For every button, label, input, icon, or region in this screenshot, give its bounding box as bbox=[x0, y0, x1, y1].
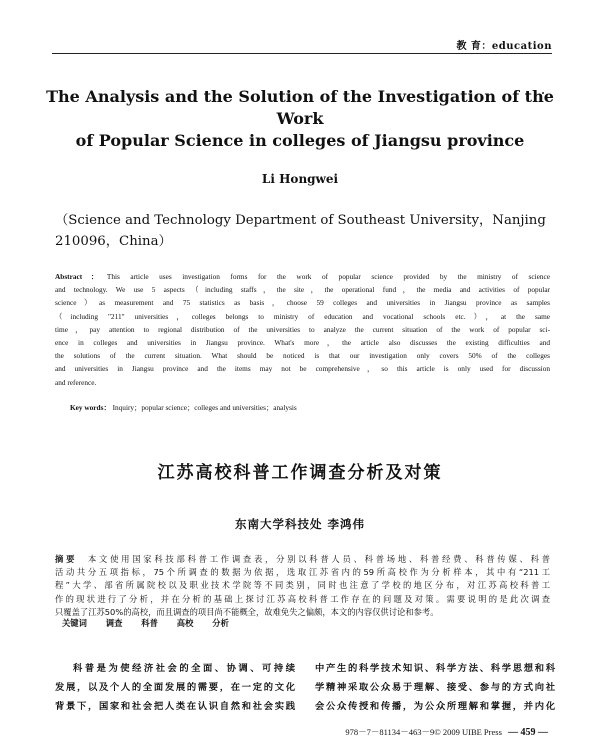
abstract-line: the solutions of the current situation. What should be noticed is that our investigation only covers 50% of the colleges bbox=[55, 351, 550, 361]
abstract-line: ence in colleges and universities in Jiangsu province. What's more，the article also discusses the existing difficulties and bbox=[55, 338, 550, 348]
abstract-cn-label: 摘要 bbox=[55, 554, 78, 564]
body-line: 中产生的科学技术知识、科学方法、科学思想和科 bbox=[315, 663, 555, 674]
body-line: 科普是为使经济社会的全面、协调、可持续 bbox=[73, 663, 295, 674]
keyword-cn: 分析 bbox=[212, 618, 229, 628]
abstract-cn-line: 摘要 本文使用国家科技部科普工作调查表，分别以科普人员、科普场地、科普经费、科普传媒、科普 bbox=[55, 554, 550, 564]
page-footer bbox=[345, 726, 548, 738]
running-head: 教 育：education bbox=[456, 41, 552, 52]
body-line: 学精神采取公众易于理解、接受、参与的方式向社 bbox=[315, 682, 555, 693]
title-english-line-2: of Popular Science in colleges of Jiangsu province bbox=[75, 131, 525, 150]
keywords-text: Inquiry；popular science；colleges and universities；analysis bbox=[112, 403, 297, 412]
abstract-cn-line: 只覆盖了江苏50%的高校，而且调查的项目尚不能概全，故难免失之偏颇，本文的内容仅供讨论和参考。 bbox=[55, 606, 439, 617]
abstract-cn-line: 程”大学、部省所属院校以及职业技术学院等不同类别，同时也注意了学校的地区分布，对江苏高校科普工 bbox=[55, 580, 550, 591]
title-english-line-1: The Analysis and the Solution of the Investigation of the Work bbox=[46, 87, 554, 128]
abstract-cn-line: 活动共分五项指标，75个所调查的数据为依据，选取江苏省内的59所高校作为分析样本，其中有“211工 bbox=[55, 567, 550, 578]
header-rule bbox=[52, 53, 552, 54]
affiliation-line-2: 210096，China） bbox=[55, 234, 172, 249]
body-line: 背景下，国家和社会把人类在认识自然和社会实践 bbox=[55, 701, 295, 712]
title-english bbox=[40, 86, 560, 152]
author-chinese: 东南大学科技处 李鸿伟 bbox=[234, 517, 365, 531]
keyword-cn: 高校 bbox=[176, 618, 194, 628]
author-english: Li Hongwei bbox=[261, 172, 339, 186]
abstract-line: and universities in Jiangsu province and the items may not be comprehensive，so this article is only used for discussion bbox=[55, 364, 550, 374]
keywords-label: Key words： bbox=[70, 403, 111, 412]
affiliation-line-1: （Science and Technology Department of Southeast University，Nanjing bbox=[55, 213, 546, 228]
keywords-chinese bbox=[62, 617, 245, 629]
abstract-cn-line: 作的现状进行了分析，并在分析的基础上探讨江苏高校科普工作存在的问题及对策。需要说明的是此次调查 bbox=[55, 593, 550, 604]
body-column-left bbox=[55, 659, 295, 716]
page-number: — 459 — bbox=[508, 727, 548, 738]
keyword-cn: 调查 bbox=[105, 618, 123, 628]
affiliation-english bbox=[55, 210, 550, 252]
body-column-right bbox=[315, 659, 555, 716]
keyword-cn: 科普 bbox=[141, 618, 158, 628]
abstract-english bbox=[55, 270, 550, 389]
abstract-label: Abstract： bbox=[55, 272, 107, 281]
title-chinese: 江苏高校科普工作调查分析及对策 bbox=[157, 463, 443, 483]
abstract-line: science）as measurement and 75 statistics as basis，choose 59 colleges and universities in Jiangsu province as samples bbox=[55, 298, 550, 308]
abstract-chinese bbox=[55, 553, 550, 619]
abstract-line: and technology. We use 5 aspects（including staffs，the site，the operational fund，the media and activities of popular bbox=[55, 285, 550, 295]
abstract-line: and reference. bbox=[55, 377, 97, 387]
abstract-line: （including "211" universities，colleges belongs to ministry of education and vocational schools etc.），at the same bbox=[55, 311, 550, 321]
keywords-english bbox=[70, 403, 297, 413]
body-line: 会公众传授和传播，为公众所理解和掌握，并内化 bbox=[315, 701, 555, 712]
abstract-line: time，pay attention to regional distribution of the universities to analyze the current situation of the work of popular sci- bbox=[55, 324, 550, 334]
body-line: 发展，以及个人的全面发展的需要，在一定的文化 bbox=[55, 682, 295, 693]
footer-code: 978－7－81134－463－9© 2009 UIBE Press bbox=[345, 727, 502, 737]
abstract-line: Abstract：This article uses investigation forms for the work of popular science provided by the ministry of science bbox=[55, 272, 550, 281]
keywords-cn-label: 关键词 bbox=[62, 618, 87, 628]
